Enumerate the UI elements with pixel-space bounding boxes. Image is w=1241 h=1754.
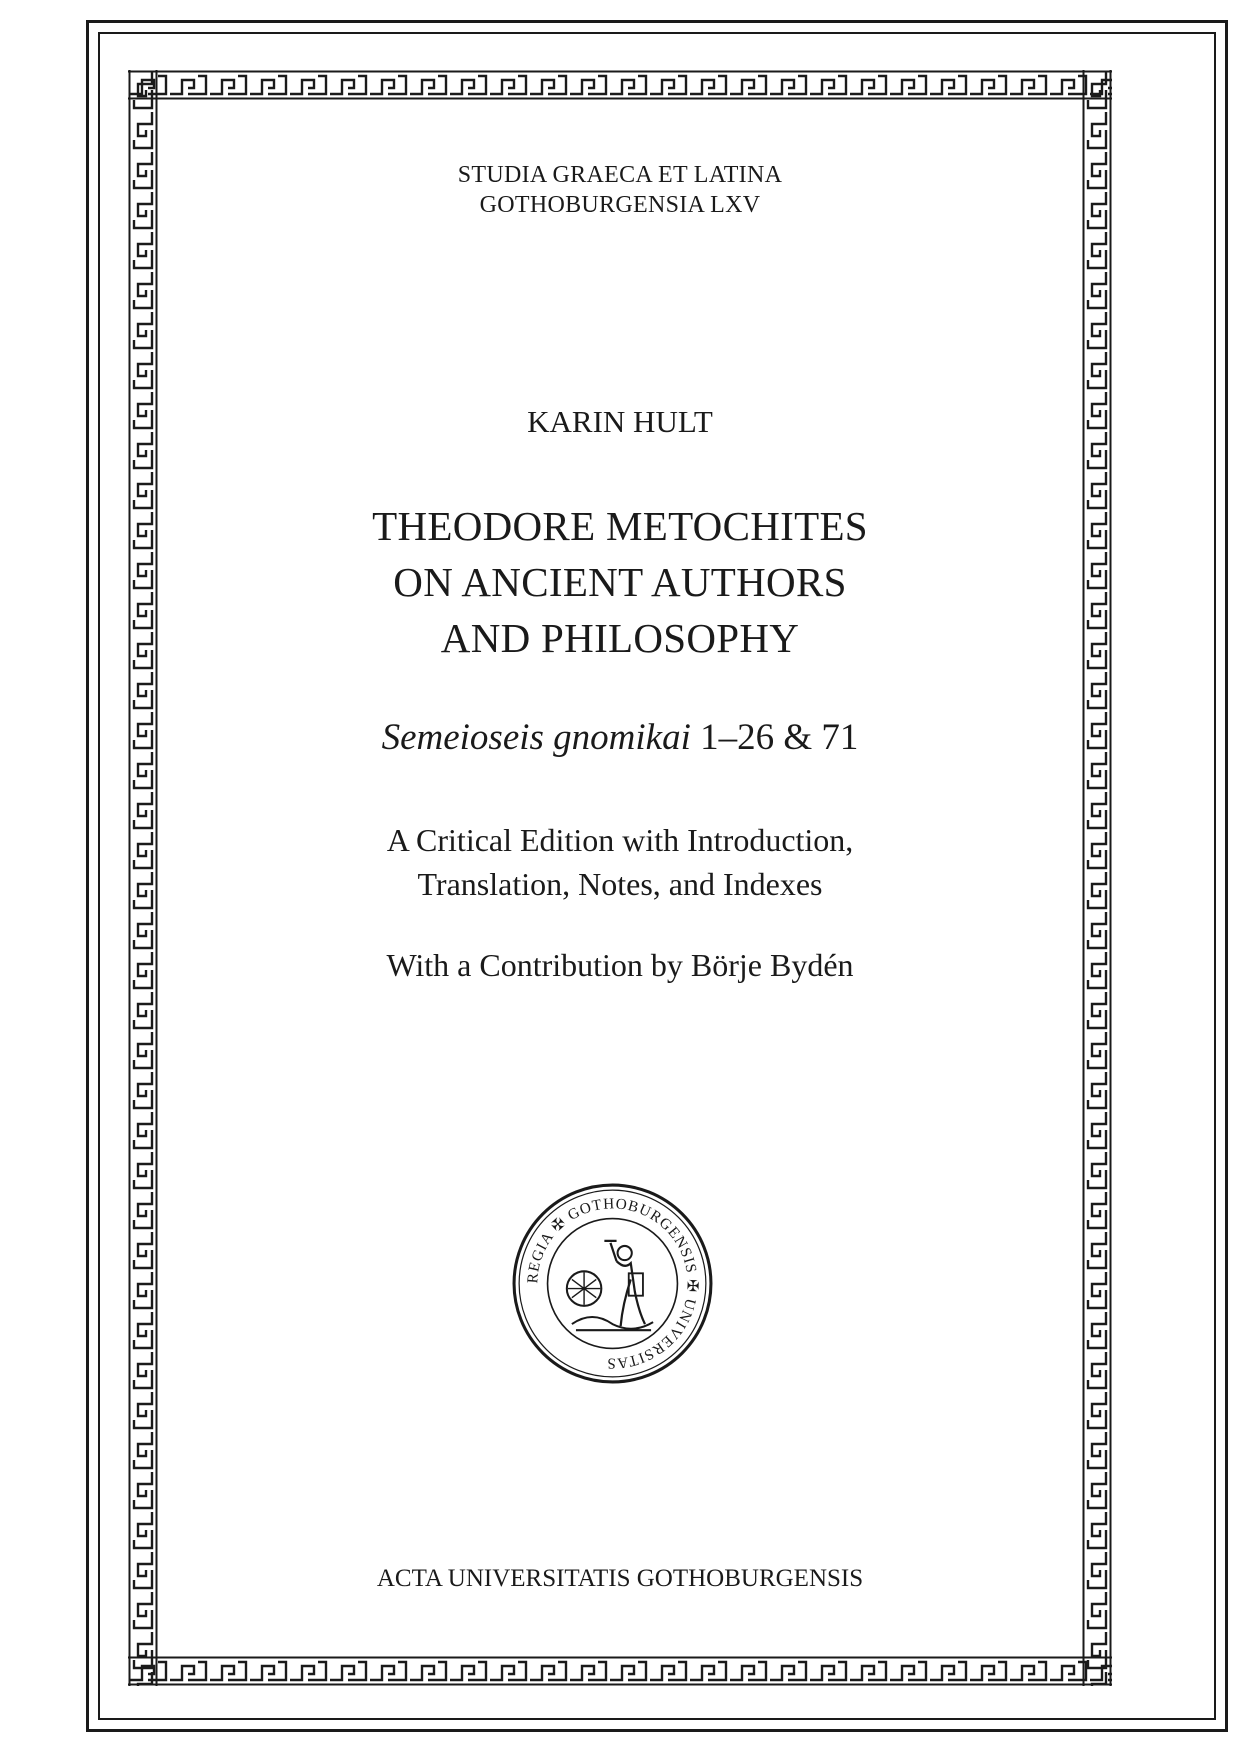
svg-text:REGIA ✠ GOTHOBURGENSIS ✠ UNIVE: REGIA ✠ GOTHOBURGENSIS ✠ UNIVERSITAS (524, 1195, 701, 1372)
greek-key-border-top (128, 70, 1112, 100)
contribution-note: With a Contribution by Börje Bydén (386, 947, 854, 983)
title-line-1: THEODORE METOCHITES (372, 503, 868, 549)
edition-description (160, 818, 1080, 906)
subtitle-range: 1–26 & 71 (700, 717, 859, 758)
subtitle-italic: Semeioseis gnomikai (381, 717, 691, 758)
series-title (160, 160, 1080, 220)
title-line-3: AND PHILOSOPHY (440, 615, 800, 661)
greek-key-border-bottom (128, 1656, 1112, 1686)
edition-line-1: A Critical Edition with Introduction, (386, 822, 854, 858)
edition-line-2: Translation, Notes, and Indexes (417, 866, 823, 902)
series-line-2: GOTHOBURGENSIA LXV (479, 192, 761, 218)
greek-key-border-left (128, 70, 158, 1686)
publisher-name: ACTA UNIVERSITATIS GOTHOBURGENSIS (376, 1565, 864, 1592)
greek-key-border-right (1082, 70, 1112, 1686)
title-line-2: ON ANCIENT AUTHORS (393, 559, 847, 605)
university-seal-icon (511, 1182, 714, 1385)
series-line-1: STUDIA GRAECA ET LATINA (457, 162, 783, 188)
author-name: KARIN HULT (527, 404, 713, 439)
book-title (160, 498, 1080, 666)
subtitle (160, 716, 1080, 760)
